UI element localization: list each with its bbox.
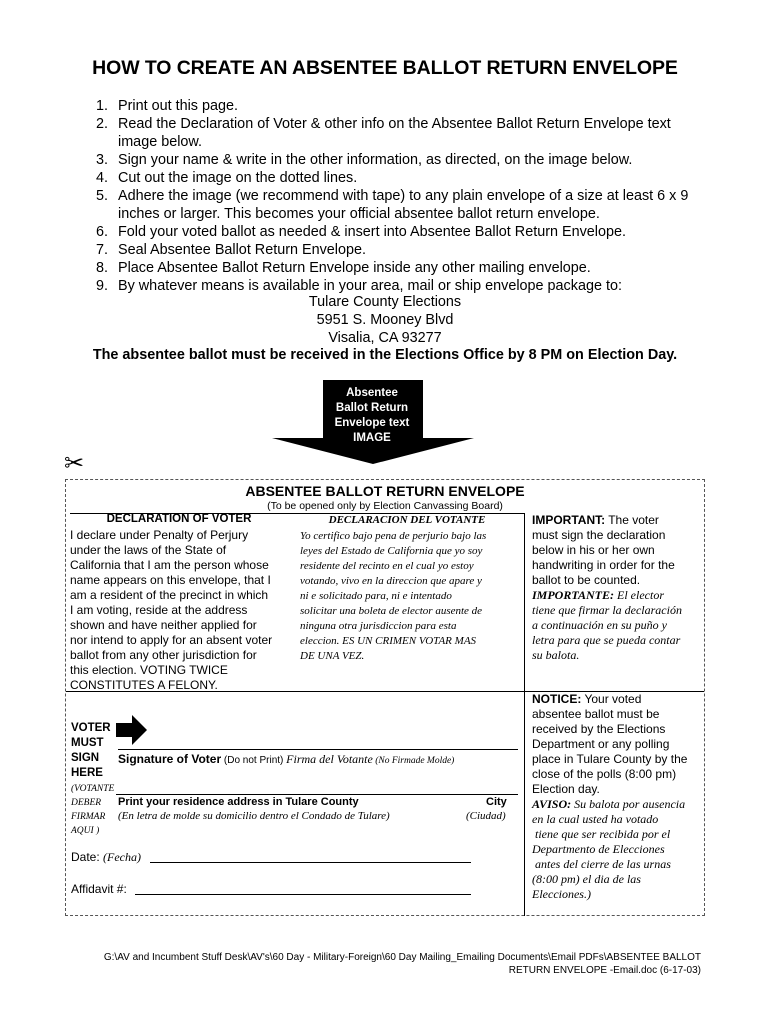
- mailing-address-line-2: 5951 S. Mooney Blvd: [316, 312, 454, 328]
- city-label: City: [486, 796, 507, 808]
- address-line[interactable]: [118, 794, 518, 795]
- instruction-step: 5. Adhere the image (we recommend with tape) to any plain envelope of a size at least 6 x 9 inches or larger. This becomes your official absentee ballot return envelope.: [96, 188, 689, 222]
- declaration-heading: DECLARATION OF VOTER: [106, 513, 252, 525]
- important-note: IMPORTANT: The voter must sign the declaration below in his or her own handwriting in order for the ballot to be counted. IMPORTANTE: El elector tiene que firmar la declaración a continuación en su puño y letra para que se pueda contar su balota.: [532, 513, 682, 662]
- instruction-step: 8. Place Absentee Ballot Return Envelope inside any other mailing envelope.: [96, 260, 591, 276]
- instruction-list: [83, 97, 703, 295]
- instruction-step: 9. By whatever means is available in your area, mail or ship envelope package to:: [96, 278, 622, 294]
- declaration-text: I declare under Penalty of Perjury under the laws of the State of California that I am the person whose name appears on this envelope, that I am a resident of the precinct in which I am voting, reside at the address shown and have neither applied for nor intend to apply for an absent voter ballot from any other jurisdiction for this election. VOTING TWICE CONSTITUTES A FELONY.: [70, 528, 273, 692]
- mailing-address-line-1: Tulare County Elections: [308, 294, 462, 310]
- instruction-step: 4. Cut out the image on the dotted lines.: [96, 170, 358, 186]
- affidavit-field-line[interactable]: [135, 894, 471, 895]
- signature-line[interactable]: [118, 749, 518, 750]
- signature-label: Signature of Voter (Do not Print) Firma del Votante (No Firmade Molde): [118, 752, 455, 766]
- address-label: Print your residence address in Tulare County: [118, 796, 359, 808]
- instruction-step: 1. Print out this page.: [96, 98, 238, 114]
- instruction-step: 7. Seal Absentee Ballot Return Envelope.: [96, 242, 367, 258]
- address-label-spanish: (En letra de molde su domicilio dentro el Condado de Tulare): [118, 810, 390, 822]
- page-title: HOW TO CREATE AN ABSENTEE BALLOT RETURN ENVELOPE: [92, 57, 678, 79]
- declaracion-text: Yo certifico bajo pena de perjurio bajo las leyes del Estado de California que yo soy residente del recinto en el cual yo estoy votando, vivo en la direccion que apare y ni e solicitado para, ni e intentado solicitar una boleta de elector ausente de ninguna otra jurisdiccion para esta eleccion. ES UN CRIMEN VOTAR MAS DE UNA VEZ.: [300, 530, 487, 662]
- mailing-address-line-3: Visalia, CA 93277: [328, 330, 442, 346]
- date-label: Date: (Fecha): [71, 850, 141, 864]
- city-label-spanish: (Ciudad): [466, 810, 506, 822]
- envelope-subtitle: (To be opened only by Election Canvassing Board): [267, 500, 503, 512]
- scissors-icon: ✂: [64, 450, 85, 477]
- file-path-footer: G:\AV and Incumbent Stuff Desk\AV's\60 Day - Military-Foreign\60 Day Mailing_Emailing Documents\Email PDFs\ABSENTEE BALLOT RETURN ENVELOPE -Email.doc (6-17-03): [103, 952, 701, 976]
- votante-deber-firmar: (VOTANTE DEBER FIRMAR AQUI ): [71, 784, 115, 836]
- arrow-label: Absentee Ballot Return Envelope text IMAGE: [334, 387, 410, 444]
- date-field-line[interactable]: [150, 862, 471, 863]
- voter-must-sign-label: VOTER MUST SIGN HERE: [71, 722, 111, 779]
- envelope-title: ABSENTEE BALLOT RETURN ENVELOPE: [245, 483, 525, 499]
- instruction-step: 6. Fold your voted ballot as needed & insert into Absentee Ballot Return Envelope.: [96, 224, 626, 240]
- right-arrow-icon: [116, 715, 148, 745]
- instruction-step: 2. Read the Declaration of Voter & other info on the Absentee Ballot Return Envelope text image below.: [96, 116, 671, 150]
- notice-note: NOTICE: Your voted absentee ballot must be received by the Elections Department or any polling place in Tulare County by the close of the polls (8:00 pm) Election day. AVISO: Su balota por ausencia en la cual usted ha votado tiene que ser recibida por el Departmento de Elecciones antes del cierre de las urnas (8:00 pm) el dia de las Elecciones.): [532, 692, 688, 901]
- declaracion-heading: DECLARACION DEL VOTANTE: [328, 514, 486, 526]
- instruction-step: 3. Sign your name & write in the other information, as directed, on the image below.: [96, 152, 633, 168]
- column-divider: [524, 513, 525, 916]
- deadline-notice: The absentee ballot must be received in the Elections Office by 8 PM on Election Day.: [92, 347, 678, 363]
- affidavit-label: Affidavit #:: [71, 882, 127, 896]
